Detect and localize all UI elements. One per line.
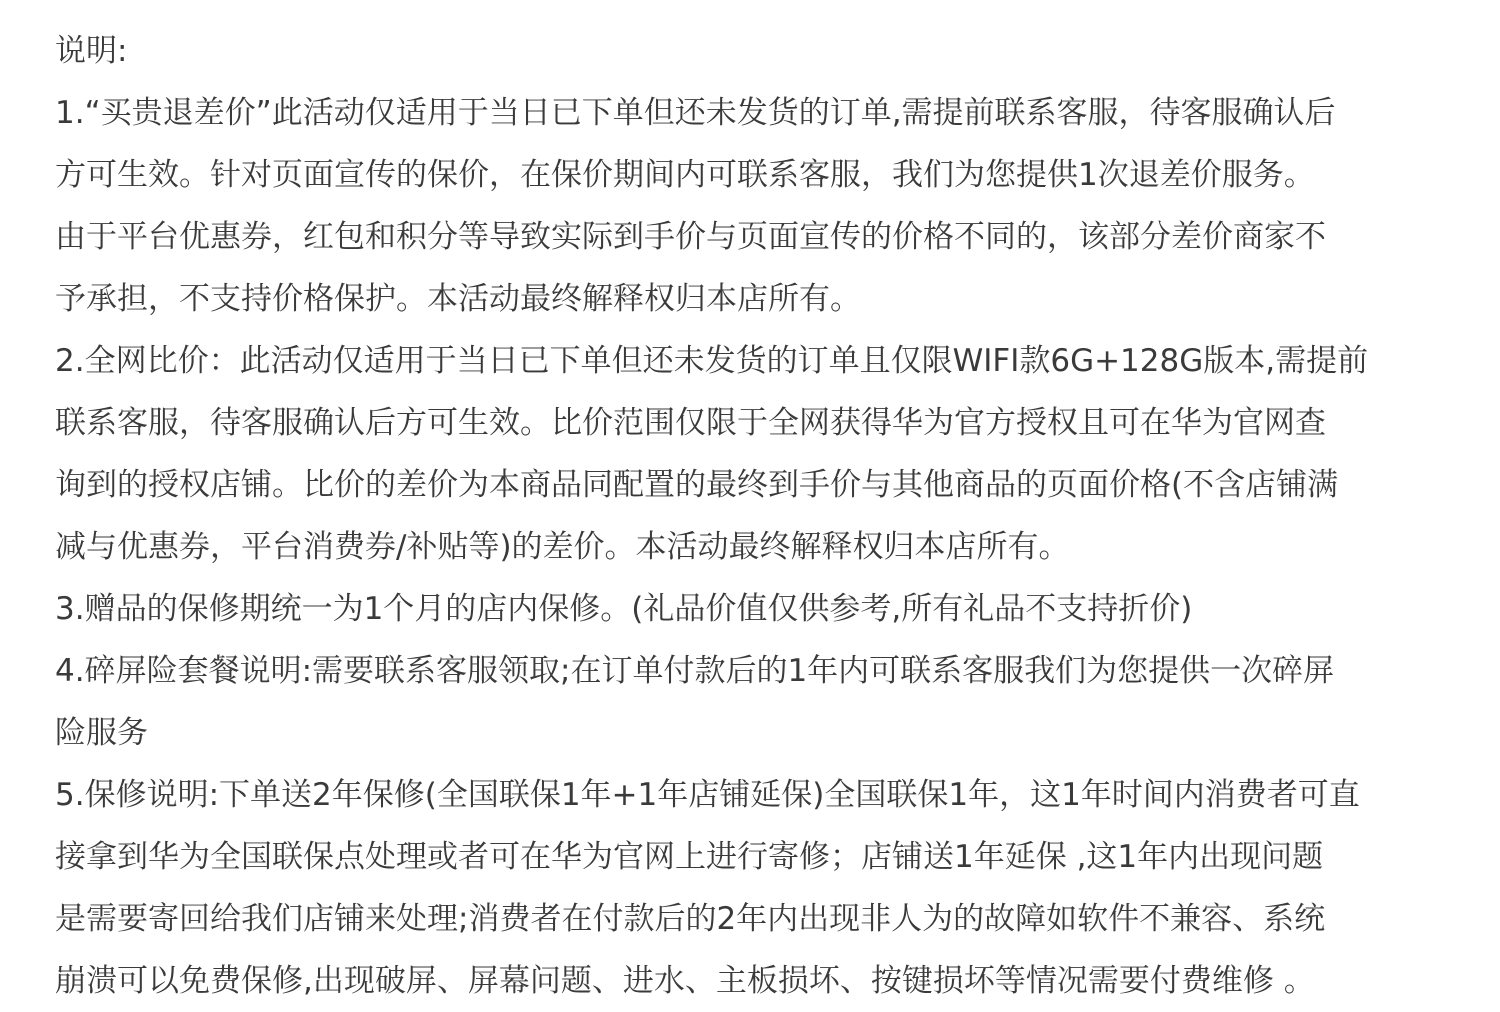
text-line: 询到的授权店铺。比价的差价为本商品同配置的最终到手价与其他商品的页面价格(不含店铺满 <box>55 467 1339 503</box>
terms-document <box>55 20 1475 1012</box>
text-line: 接拿到华为全国联保点处理或者可在华为官网上进行寄修；店铺送1年延保 ,这1年内出现问题 <box>55 839 1324 875</box>
text-line: 3.赠品的保修期统一为1个月的店内保修。(礼品价值仅供参考,所有礼品不支持折价) <box>55 591 1193 627</box>
text-line: 崩溃可以免费保修,出现破屏、屏幕问题、进水、主板损坏、按键损坏等情况需要付费维修 。 <box>55 963 1315 999</box>
text-line: 联系客服，待客服确认后方可生效。比价范围仅限于全网获得华为官方授权且可在华为官网查 <box>55 405 1326 441</box>
text-line: 是需要寄回给我们店铺来处理;消费者在付款后的2年内出现非人为的故障如软件不兼容、系统 <box>55 901 1326 937</box>
text-line: 险服务 <box>55 715 148 751</box>
text-line: 4.碎屏险套餐说明:需要联系客服领取;在订单付款后的1年内可联系客服我们为您提供一次碎屏 <box>55 653 1335 689</box>
text-line: 2.全网比价：此活动仅适用于当日已下单但还未发货的订单且仅限WIFI款6G+128G版本,需提前 <box>55 343 1369 379</box>
text-line: 5.保修说明:下单送2年保修(全国联保1年+1年店铺延保)全国联保1年，这1年时间内消费者可直 <box>55 777 1360 813</box>
text-line: 减与优惠券，平台消费券/补贴等)的差价。本活动最终解释权归本店所有。 <box>55 529 1070 565</box>
text-line: 予承担，不支持价格保护。本活动最终解释权归本店所有。 <box>55 281 861 317</box>
text-line: 方可生效。针对页面宣传的保价，在保价期间内可联系客服，我们为您提供1次退差价服务。 <box>55 157 1315 193</box>
text-line: 1.“买贵退差价”此活动仅适用于当日已下单但还未发货的订单,需提前联系客服，待客服确认后 <box>55 95 1336 131</box>
document-title: 说明: <box>55 33 128 69</box>
text-line: 由于平台优惠券，红包和积分等导致实际到手价与页面宣传的价格不同的，该部分差价商家不 <box>55 219 1326 255</box>
